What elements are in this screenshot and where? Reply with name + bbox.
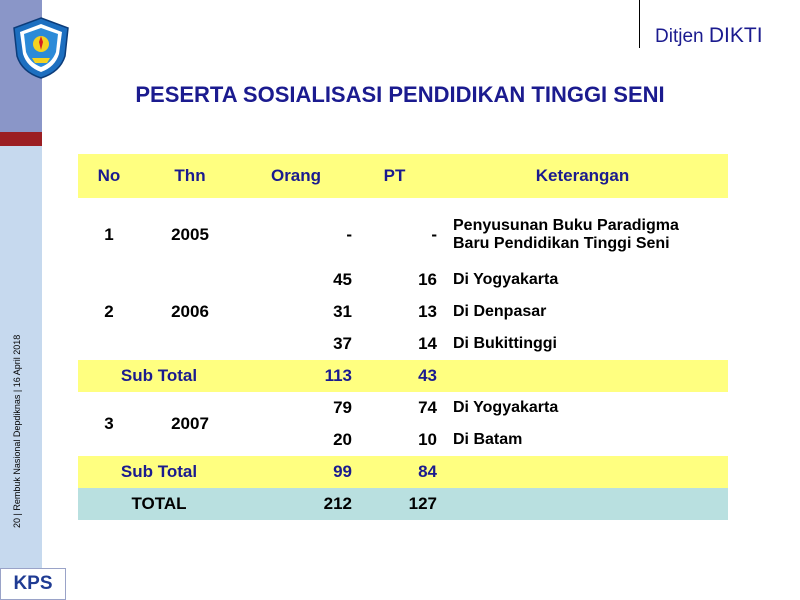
spacer-row — [78, 198, 728, 206]
total-row — [78, 488, 728, 520]
kps-logo: KPS — [0, 568, 66, 600]
ditjen-dikti-label — [655, 24, 763, 48]
col-header-thn: Thn — [140, 154, 240, 198]
cell-keterangan: Di Denpasar — [453, 303, 547, 320]
keterangan-line-1: Penyusunan Buku Paradigma — [453, 217, 679, 234]
table-header-row — [78, 154, 728, 198]
header-divider — [639, 0, 640, 48]
col-header-no: No — [78, 154, 140, 198]
ditjen-prefix: Ditjen — [655, 26, 709, 47]
cell-orang: 212 — [240, 488, 352, 520]
cell-orang: 20 — [333, 430, 352, 449]
subtotal-row — [78, 360, 728, 392]
col-header-orang: Orang — [240, 154, 352, 198]
cell-pt: 43 — [352, 360, 437, 392]
cell-no: 1 — [104, 225, 114, 244]
cell-pt: 14 — [418, 334, 437, 353]
subtotal-label: Sub Total — [78, 456, 240, 488]
keterangan-line-2: Baru Pendidikan Tinggi Seni — [453, 235, 670, 252]
cell-keterangan: Di Batam — [453, 431, 523, 448]
dikti-text: DIKTI — [708, 24, 763, 47]
cell-thn: 2005 — [171, 225, 209, 244]
cell-no: 3 — [104, 414, 114, 433]
cell-thn: 2007 — [171, 414, 209, 433]
table-row — [78, 264, 728, 296]
table-row — [78, 392, 728, 424]
cell-keterangan: Di Bukittinggi — [453, 335, 557, 352]
cell-orang: 31 — [333, 302, 352, 321]
participants-table — [78, 154, 728, 520]
col-header-keterangan: Keterangan — [437, 154, 728, 198]
cell-pt: 74 — [418, 398, 437, 417]
cell-orang: - — [346, 225, 352, 244]
cell-orang: 113 — [240, 360, 352, 392]
tut-wuri-handayani-logo-icon — [10, 16, 72, 80]
cell-pt: 13 — [418, 302, 437, 321]
cell-pt: 84 — [352, 456, 437, 488]
cell-orang: 45 — [333, 270, 352, 289]
cell-keterangan — [437, 206, 728, 264]
cell-thn: 2006 — [171, 302, 209, 321]
subtotal-label: Sub Total — [78, 360, 240, 392]
cell-keterangan: Di Yogyakarta — [453, 271, 559, 288]
cell-orang: 37 — [333, 334, 352, 353]
total-label: TOTAL — [78, 488, 240, 520]
cell-pt: - — [431, 225, 437, 244]
cell-pt: 16 — [418, 270, 437, 289]
cell-keterangan: Di Yogyakarta — [453, 399, 559, 416]
page-title: PESERTA SOSIALISASI PENDIDIKAN TINGGI SENI — [135, 82, 665, 107]
table-row — [78, 206, 728, 264]
cell-orang: 79 — [333, 398, 352, 417]
cell-pt: 10 — [418, 430, 437, 449]
sidebar-red-band — [0, 132, 42, 146]
col-header-pt: PT — [352, 154, 437, 198]
cell-orang: 99 — [240, 456, 352, 488]
subtotal-row — [78, 456, 728, 488]
cell-pt: 127 — [352, 488, 437, 520]
slide-footer-text: 20 | Rembuk Nasional Depdiknas | 16 April 2018 — [12, 334, 22, 528]
cell-no: 2 — [104, 302, 114, 321]
